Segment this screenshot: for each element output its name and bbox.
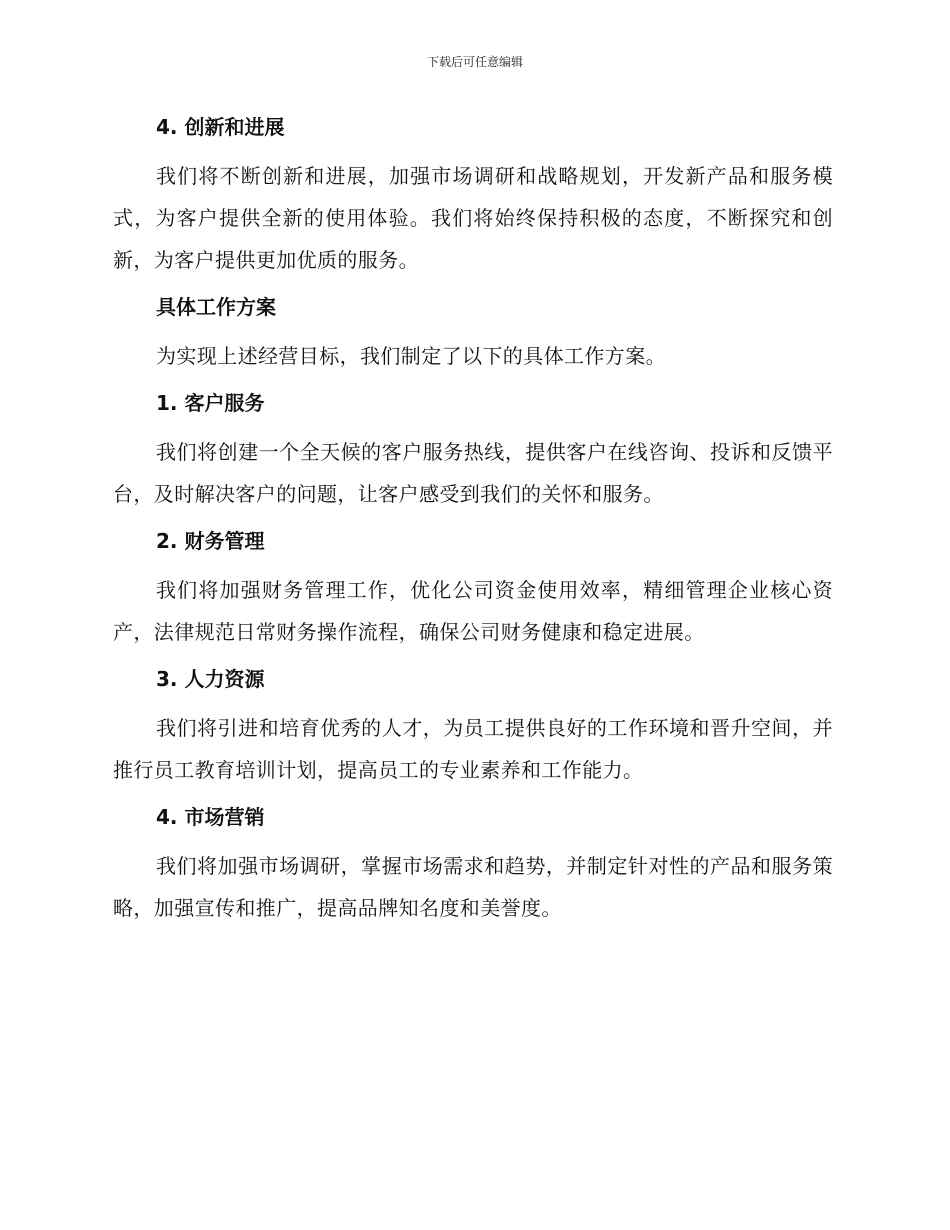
section-heading: 4. 创新和进展 xyxy=(156,115,285,139)
document-body xyxy=(113,111,833,929)
section-work-plan xyxy=(113,291,833,377)
section-customer-service xyxy=(113,387,833,515)
page-header-note: 下载后可任意编辑 xyxy=(426,55,523,69)
section-paragraph: 我们将加强财务管理工作，优化公司资金使用效率，精细管理企业核心资产，法律规范日常财务操作流程，确保公司财务健康和稳定进展。 xyxy=(113,578,833,644)
section-marketing xyxy=(113,801,833,929)
section-paragraph: 我们将创建一个全天候的客户服务热线，提供客户在线咨询、投诉和反馈平台，及时解决客户的问题，让客户感受到我们的关怀和服务。 xyxy=(113,440,833,506)
section-heading: 2. 财务管理 xyxy=(156,529,265,553)
section-finance xyxy=(113,525,833,653)
section-heading: 4. 市场营销 xyxy=(156,805,265,829)
section-heading: 3. 人力资源 xyxy=(156,667,265,691)
section-paragraph: 我们将加强市场调研，掌握市场需求和趋势，并制定针对性的产品和服务策略，加强宣传和推广，提高品牌知名度和美誉度。 xyxy=(113,854,833,920)
section-heading: 具体工作方案 xyxy=(156,295,276,319)
section-innovation xyxy=(113,111,833,281)
section-paragraph: 我们将不断创新和进展，加强市场调研和战略规划，开发新产品和服务模式，为客户提供全新的使用体验。我们将始终保持积极的态度，不断探究和创新，为客户提供更加优质的服务。 xyxy=(113,164,833,272)
section-paragraph: 我们将引进和培育优秀的人才，为员工提供良好的工作环境和晋升空间，并推行员工教育培训计划，提高员工的专业素养和工作能力。 xyxy=(113,716,833,782)
section-paragraph: 为实现上述经营目标，我们制定了以下的具体工作方案。 xyxy=(156,344,666,368)
section-heading: 1. 客户服务 xyxy=(156,391,265,415)
section-human-resources xyxy=(113,663,833,791)
